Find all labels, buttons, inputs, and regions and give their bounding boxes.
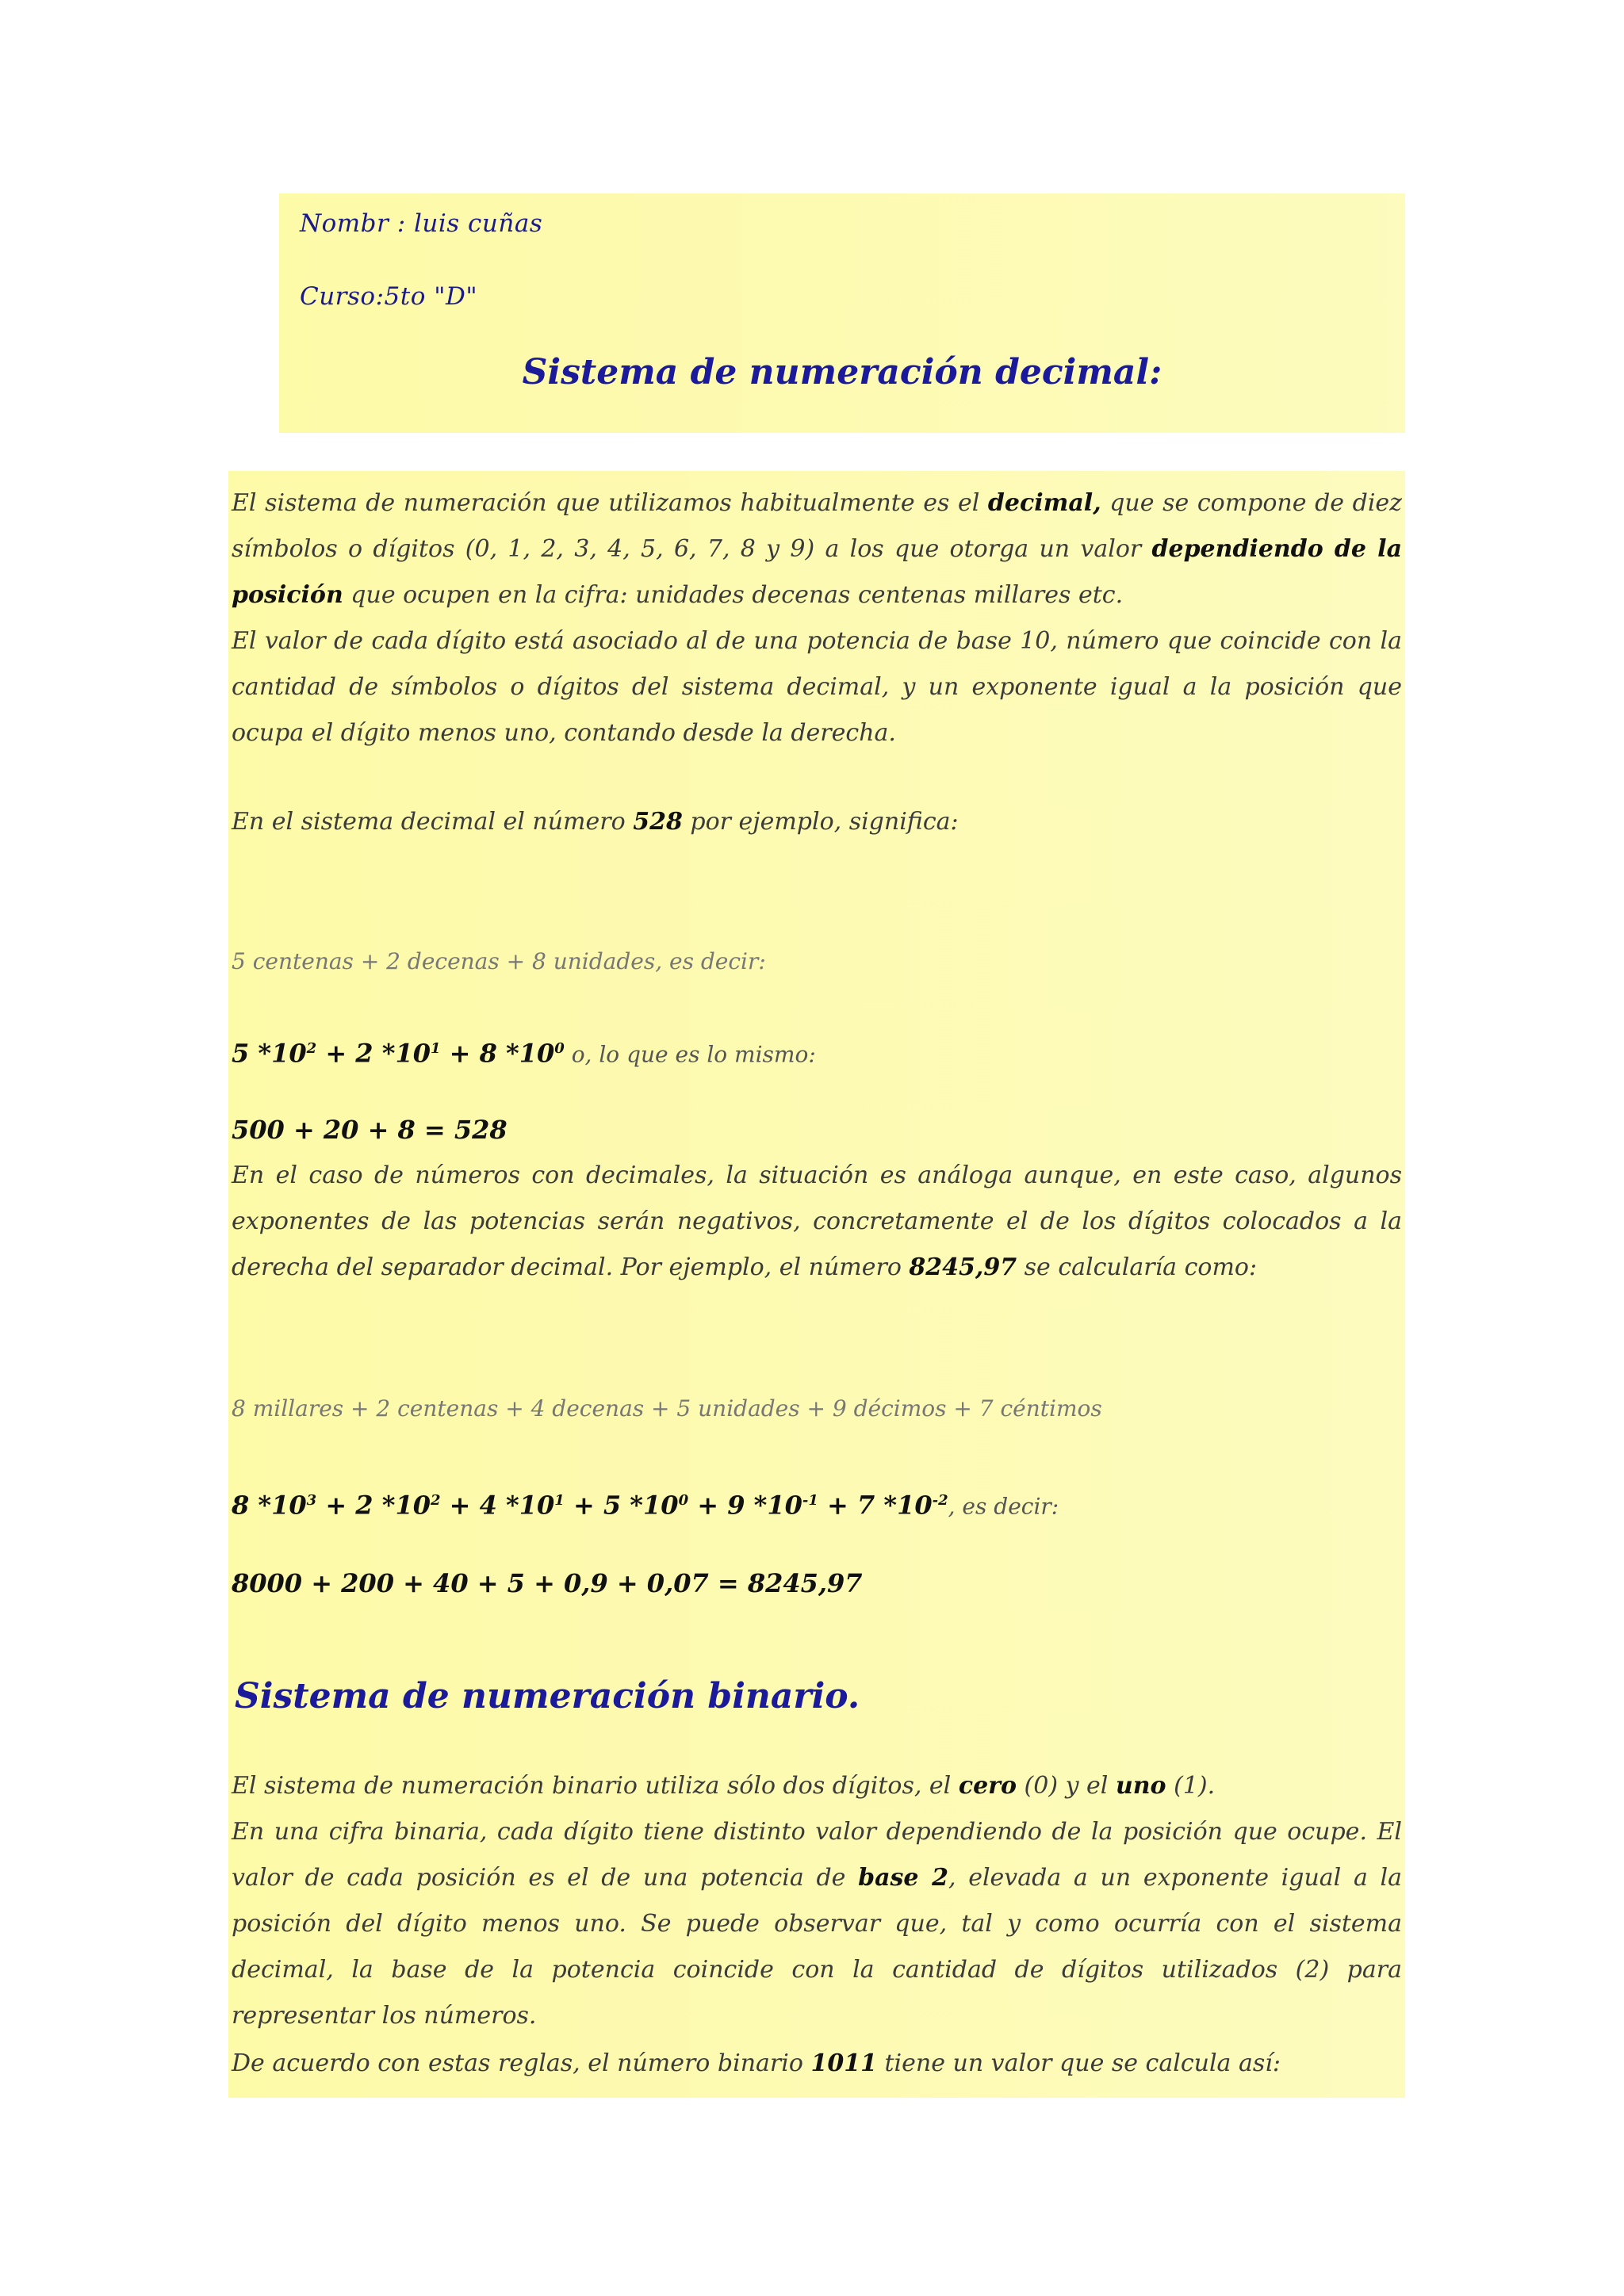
- expansion-528: 5 centenas + 2 decenas + 8 unidades, es decir:: [232, 948, 766, 974]
- body-box: [228, 471, 1405, 2098]
- binary-paragraph-3: De acuerdo con estas reglas, el número binario 1011 tiene un valor que se calcula así:: [232, 2049, 1281, 2077]
- sum-8245: 8000 + 200 + 40 + 5 + 0,9 + 0,07 = 8245,97: [232, 1568, 863, 1598]
- binary-paragraph-2: En una cifra binaria, cada dígito tiene distinto valor dependiendo de la posición que ocupe. El valor de cada posición es el de una potencia de base 2, elevada a un exponente igual a la posición del dígito menos uno. Se puede observar que, tal y como ocurría con el sistema decimal, la base de la potencia coincide con la cantidad de dígitos utilizados (2) para representar los números.: [232, 1818, 1402, 2030]
- sum-528: 500 + 20 + 8 = 528: [232, 1115, 508, 1145]
- binary-paragraph-1: El sistema de numeración binario utiliza sólo dos dígitos, el cero (0) y el uno (1).: [232, 1772, 1216, 1800]
- course-line: Curso:5to "D": [300, 282, 478, 311]
- expansion-8245: 8 millares + 2 centenas + 4 decenas + 5 unidades + 9 décimos + 7 céntimos: [232, 1395, 1102, 1422]
- formula-8245: 8 $*10^3 + 2$ $*10^2 + 4$ $*10^1 + 5$ $*10^0 + 9$ $*10^{-1} + 7$ $*10^{-2}$, es decir:: [232, 1490, 1059, 1521]
- header-box: [279, 193, 1405, 433]
- decimal-paragraph-2: El valor de cada dígito está asociado al de una potencia de base 10, número que coincide con la cantidad de símbolos o dígitos del sistema decimal, y un exponente igual a la posición que ocupa el dígito menos uno, contando desde la derecha.: [232, 627, 1402, 747]
- page-title: Sistema de numeración decimal:: [522, 352, 1162, 392]
- decimal-paragraph-1: El sistema de numeración que utilizamos habitualmente es el decimal, que se compone de diez símbolos o dígitos (0, 1, 2, 3, 4, 5, 6, 7, 8 y 9) a los que otorga un valor dependiendo de la posición que ocupen en la cifra: unidades decenas centenas millares etc.: [232, 489, 1403, 609]
- decimal-paragraph-4: En el caso de números con decimales, la situación es análoga aunque, en este caso, algunos exponentes de las potencias serán negativos, concretamente el de los dígitos colocados a la derecha del separador decimal. Por ejemplo, el número 8245,97 se calcularía como:: [232, 1161, 1402, 1281]
- formula-528: 5 $*10^2 + 2$ $*10^1 + 8$ $*10^0$ o, lo que es lo mismo:: [232, 1038, 816, 1069]
- binary-title: Sistema de numeración binario.: [235, 1676, 860, 1716]
- student-name: Nombr : luis cuñas: [300, 209, 543, 238]
- decimal-paragraph-3: En el sistema decimal el número 528 por ejemplo, significa:: [232, 808, 959, 836]
